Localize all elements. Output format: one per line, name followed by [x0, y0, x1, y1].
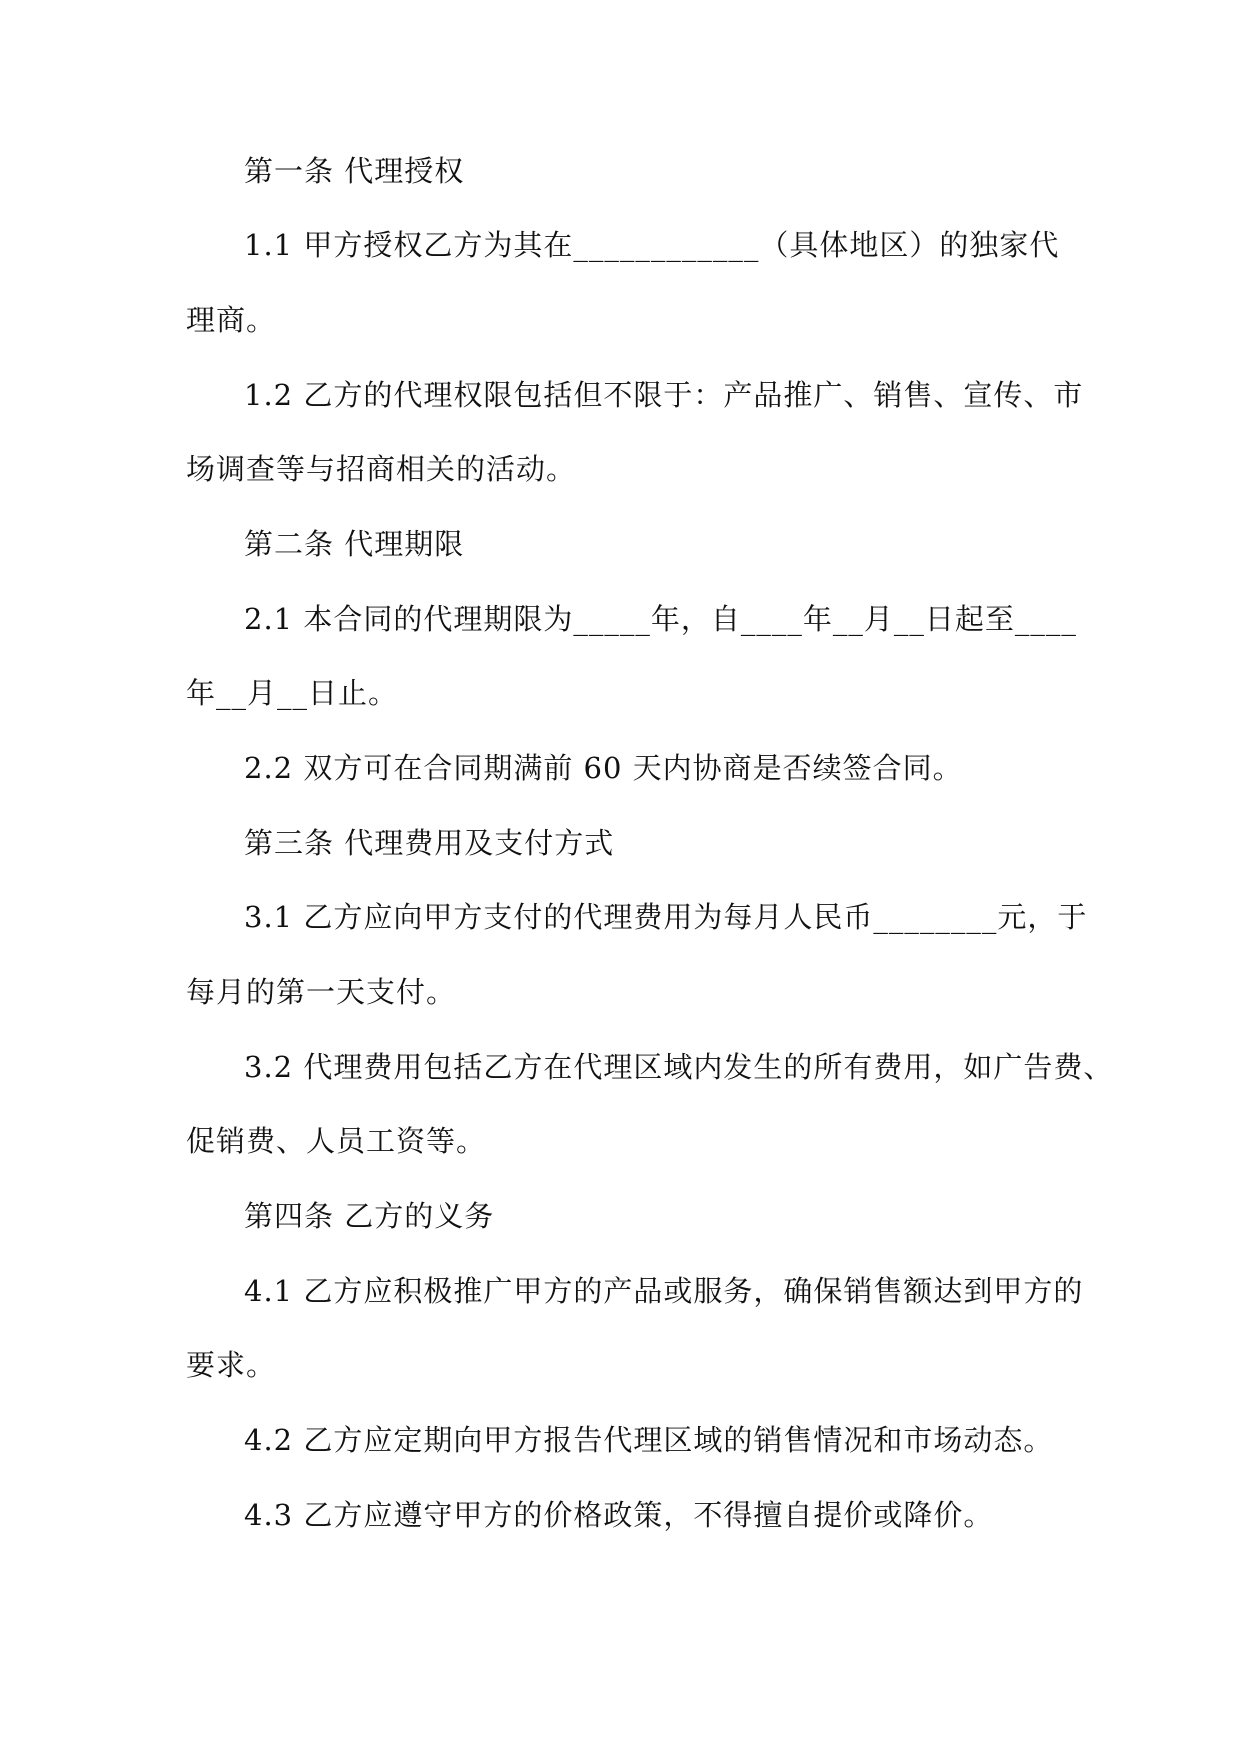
clause-1-1-line-2: 理商。: [186, 303, 277, 337]
clause-1-2-line-2: 场调查等与招商相关的活动。: [186, 452, 577, 486]
article-3-heading: 第三条 代理费用及支付方式: [244, 826, 615, 860]
clause-3-2-line-2: 促销费、人员工资等。: [186, 1124, 487, 1158]
clause-2-1-line-2: 年__月__日止。: [186, 676, 399, 710]
article-2-heading: 第二条 代理期限: [244, 527, 465, 561]
clause-2-2: 2.2 双方可在合同期满前 60 天内协商是否续签合同。: [244, 751, 963, 785]
clause-1-2-line-1: 1.2 乙方的代理权限包括但不限于：产品推广、销售、宣传、市: [244, 378, 1084, 412]
clause-1-1-line-1: 1.1 甲方授权乙方为其在____________（具体地区）的独家代: [244, 228, 1060, 262]
clause-2-1-line-1: 2.1 本合同的代理期限为_____年，自____年__月__日起至____: [244, 602, 1077, 636]
clause-3-1-line-1: 3.1 乙方应向甲方支付的代理费用为每月人民币________元，于: [244, 900, 1088, 934]
article-1-heading: 第一条 代理授权: [244, 154, 465, 188]
clause-3-2-line-1: 3.2 代理费用包括乙方在代理区域内发生的所有费用，如广告费、: [244, 1050, 1114, 1084]
clause-4-1-line-2: 要求。: [186, 1348, 277, 1382]
clause-3-1-line-2: 每月的第一天支付。: [186, 975, 457, 1009]
clause-4-1-line-1: 4.1 乙方应积极推广甲方的产品或服务，确保销售额达到甲方的: [244, 1274, 1084, 1308]
clause-4-3: 4.3 乙方应遵守甲方的价格政策，不得擅自提价或降价。: [244, 1498, 994, 1532]
clause-4-2: 4.2 乙方应定期向甲方报告代理区域的销售情况和市场动态。: [244, 1423, 1054, 1457]
article-4-heading: 第四条 乙方的义务: [244, 1199, 495, 1233]
